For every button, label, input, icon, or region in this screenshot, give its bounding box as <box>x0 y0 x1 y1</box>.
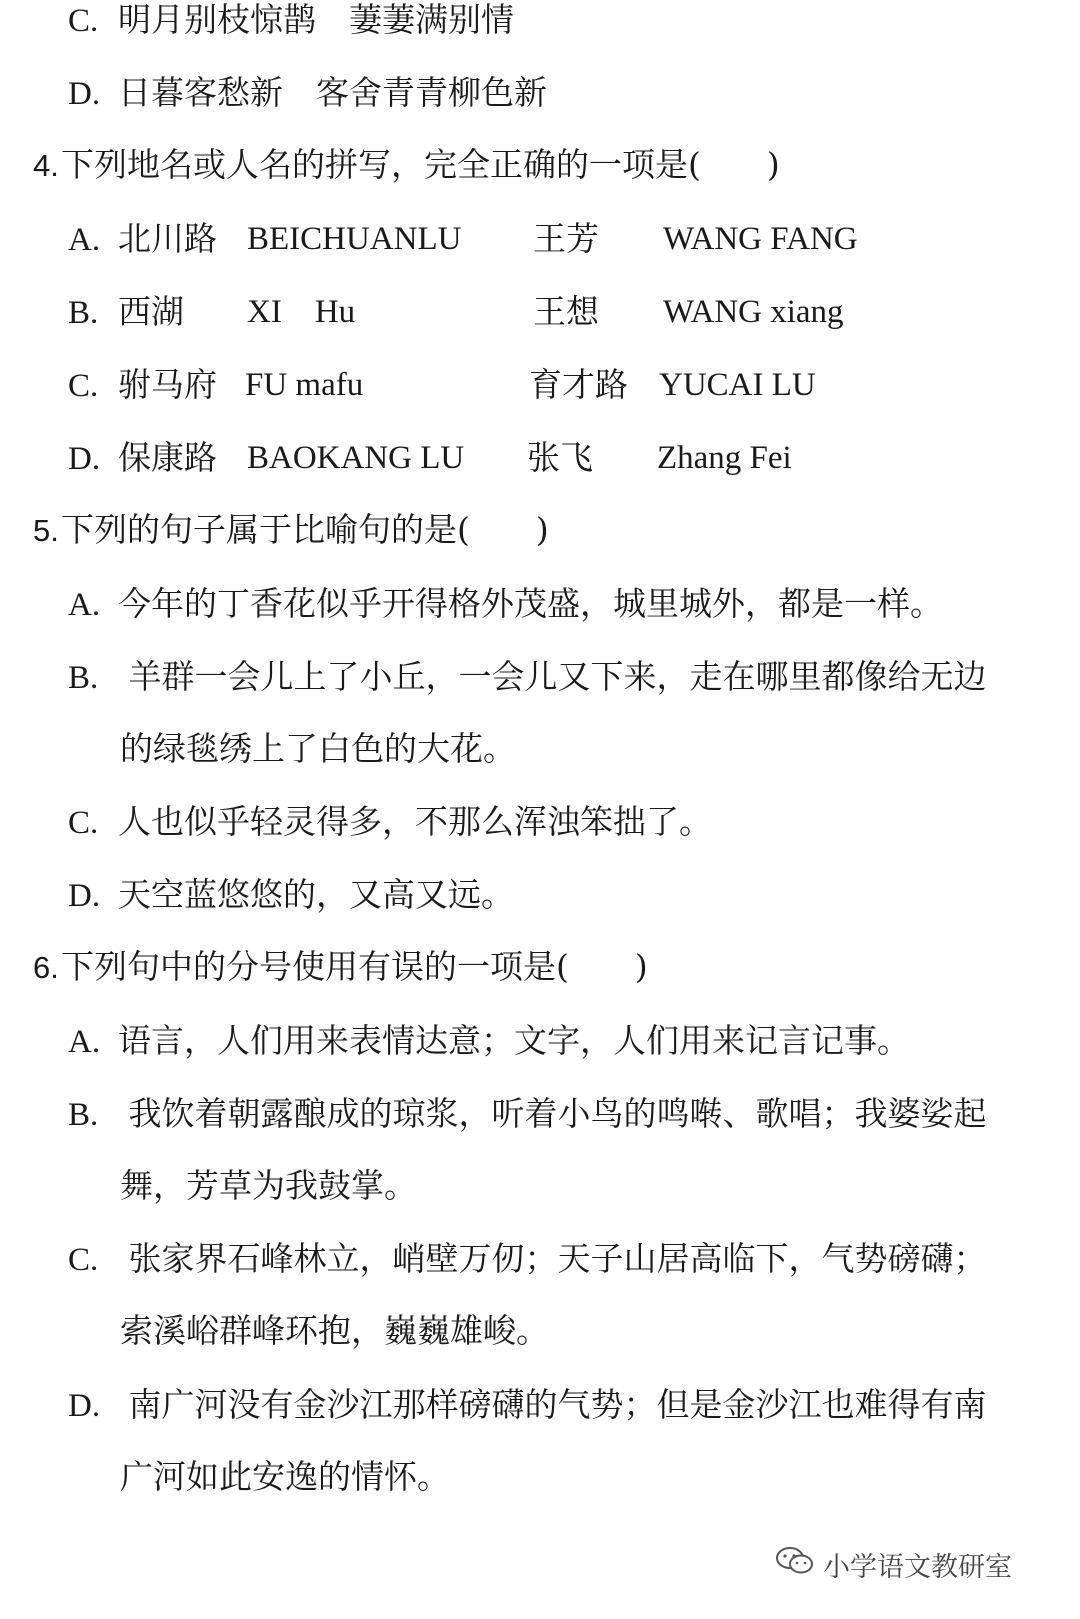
option-letter: C. <box>68 805 99 841</box>
q5-option-a <box>68 584 943 625</box>
q3-option-c <box>68 0 514 41</box>
option-text: 日暮客愁新 客舍青青柳色新 <box>118 73 547 112</box>
place-pinyin: XI Hu <box>247 294 356 330</box>
place-name: 西湖 <box>118 292 184 331</box>
place-name: 保康路 <box>118 438 217 477</box>
option-text: 语言，人们用来表情达意；文字，人们用来记言记事。 <box>118 1021 910 1060</box>
wechat-icon <box>775 1546 815 1583</box>
option-text: 张家界石峰林立，峭壁万仞；天子山居高临下，气势磅礴； <box>118 1239 987 1278</box>
person-pinyin: WANG xiang <box>663 294 844 330</box>
option-text: 明月别枝惊鹊 萋萋满别情 <box>118 0 514 39</box>
question-number: 6. <box>33 950 59 985</box>
q4-option-c <box>68 365 217 406</box>
option-text: 南广河没有金沙江那样磅礴的气势；但是金沙江也难得有南 <box>118 1385 987 1424</box>
option-letter: B. <box>68 295 99 331</box>
person-pinyin: Zhang Fei <box>657 440 792 476</box>
q6-option-c-continuation: 索溪峪群峰环抱，巍巍雄峻。 <box>120 1311 549 1350</box>
option-letter: A. <box>68 587 101 623</box>
q6-option-b-continuation: 舞，芳草为我鼓掌。 <box>120 1166 417 1205</box>
option-letter: D. <box>68 76 101 112</box>
person-name: 王芳 <box>533 219 599 258</box>
question-4 <box>33 145 780 186</box>
option-text: 今年的丁香花似乎开得格外茂盛，城里城外，都是一样。 <box>118 584 943 623</box>
person-pinyin: YUCAI LU <box>659 367 816 403</box>
q5-option-c <box>68 802 712 843</box>
question-6 <box>33 947 648 988</box>
place-name: 北川路 <box>118 219 217 258</box>
q6-option-b <box>68 1094 987 1135</box>
q5-option-b <box>68 657 987 698</box>
place-pinyin: BAOKANG LU <box>247 440 465 476</box>
question-number: 4. <box>33 148 59 183</box>
q6-option-c <box>68 1239 987 1280</box>
option-text: 人也似乎轻灵得多，不那么浑浊笨拙了。 <box>118 802 712 841</box>
q4-option-d <box>68 438 217 479</box>
question-text: 下列的句子属于比喻句的是( ) <box>61 510 549 549</box>
place-pinyin: FU mafu <box>245 367 364 403</box>
person-pinyin: WANG FANG <box>663 221 858 257</box>
option-letter: D. <box>68 441 101 477</box>
option-letter: A. <box>68 222 101 258</box>
q5-option-d <box>68 875 514 916</box>
option-letter: D. <box>68 878 101 914</box>
option-letter: B. <box>68 660 99 696</box>
option-text: 羊群一会儿上了小丘，一会儿又下来，走在哪里都像给无边 <box>118 657 987 696</box>
person-name: 王想 <box>533 292 599 331</box>
option-text: 我饮着朝露酿成的琼浆，听着小鸟的鸣啭、歌唱；我婆娑起 <box>118 1094 987 1133</box>
question-text: 下列句中的分号使用有误的一项是( ) <box>61 947 648 986</box>
q6-option-d-continuation: 广河如此安逸的情怀。 <box>120 1457 450 1496</box>
person-name: 育才路 <box>529 365 628 404</box>
option-letter: C. <box>68 368 99 404</box>
place-name: 驸马府 <box>118 365 217 404</box>
option-text: 天空蓝悠悠的，又高又远。 <box>118 875 514 914</box>
option-letter: C. <box>68 1242 99 1278</box>
watermark-text: 小学语文教研室 <box>823 1552 1012 1583</box>
question-5 <box>33 510 549 551</box>
option-letter: C. <box>68 3 99 39</box>
place-pinyin: BEICHUANLU <box>247 221 462 257</box>
person-name: 张飞 <box>527 438 593 477</box>
q6-option-d <box>68 1385 987 1426</box>
option-letter: B. <box>68 1097 99 1133</box>
q3-option-d <box>68 73 547 114</box>
question-text: 下列地名或人名的拼写，完全正确的一项是( ) <box>61 145 780 184</box>
option-letter: D. <box>68 1388 101 1424</box>
q5-option-b-continuation: 的绿毯绣上了白色的大花。 <box>120 729 516 768</box>
q4-option-a <box>68 219 217 260</box>
option-letter: A. <box>68 1024 101 1060</box>
q6-option-a <box>68 1021 910 1062</box>
watermark <box>775 1545 1012 1584</box>
q4-option-b <box>68 292 184 333</box>
question-number: 5. <box>33 513 59 548</box>
